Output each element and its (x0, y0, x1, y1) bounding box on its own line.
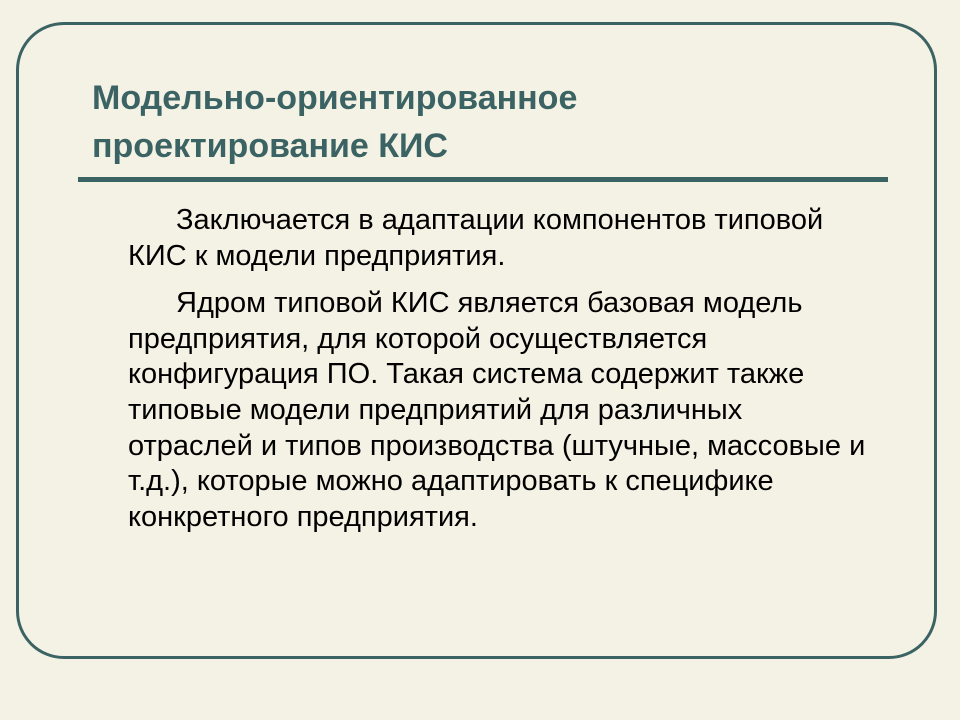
body-paragraph-1: Заключается в адаптации компонентов типовой КИС к модели предприятия. (128, 204, 824, 272)
body-paragraph-2: Ядром типовой КИС является базовая модель предприятия, для которой осуществляется конфигурация ПО. Такая система содержит также типовые модели предприятий для различных отраслей и типов производства (штучные, массовые и т.д.), которые можно адаптировать к специфике конкретного предприятия. (128, 287, 866, 533)
title-divider (78, 177, 888, 182)
slide-title: Модельно-ориентированное проектирование КИС (92, 79, 578, 165)
slide-body (128, 203, 868, 535)
